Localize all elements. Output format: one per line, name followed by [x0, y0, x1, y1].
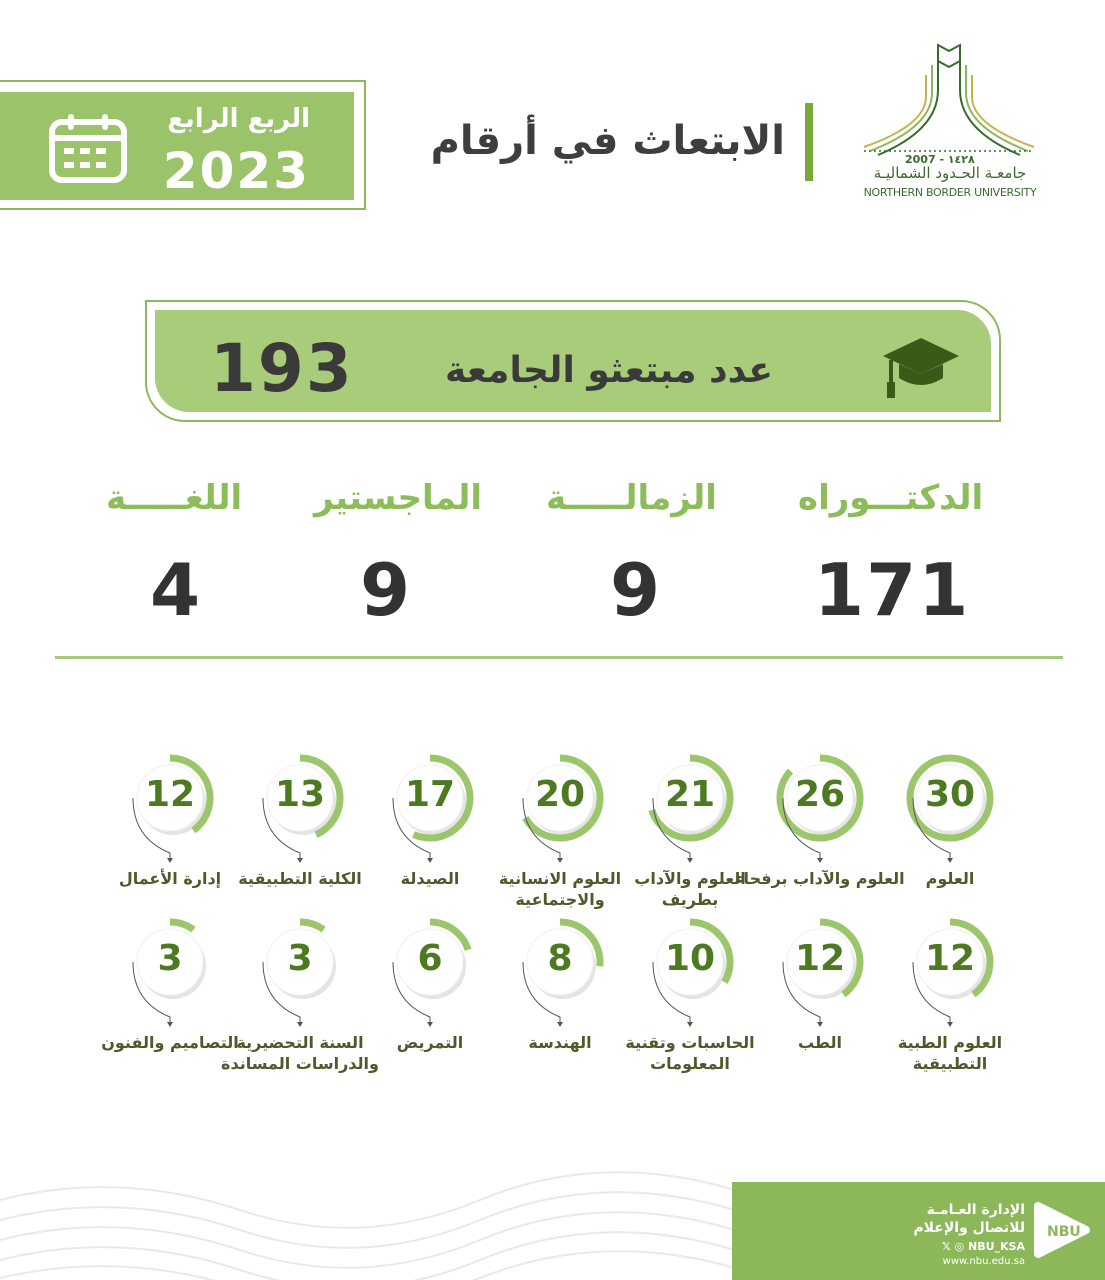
ring-connector-tip — [817, 858, 823, 863]
college-item — [875, 754, 1025, 924]
x-icon: 𝕏 — [941, 1240, 951, 1253]
college-count: 3 — [287, 938, 313, 979]
logo-name-en: NORTHERN BORDER UNIVERSITY — [863, 186, 1037, 199]
footer-box — [732, 1182, 1105, 1280]
ring-connector-tip — [427, 1022, 433, 1027]
degree-phd-value: 171 — [814, 548, 971, 632]
ring-connector-tip — [297, 858, 303, 863]
logo-years: 2007 - ١٤٢٨ — [905, 153, 975, 166]
college-item — [95, 918, 245, 1088]
college-name: العلوم والآداب بطريف — [634, 869, 746, 909]
college-name: الهندسة — [528, 1033, 592, 1052]
college-name: الحاسبات وتقنية المعلومات — [625, 1033, 755, 1073]
college-count: 20 — [534, 774, 586, 815]
logo-name-ar: جامعـة الحـدود الشماليـة — [873, 164, 1027, 182]
college-count: 12 — [794, 938, 846, 979]
calendar-icon — [48, 112, 128, 184]
college-name: الطب — [797, 1033, 842, 1052]
ring-connector-tip — [817, 1022, 823, 1027]
college-item — [95, 754, 245, 924]
degree-fellowship-value: 9 — [610, 548, 663, 632]
date-panel — [0, 92, 354, 200]
college-item — [221, 918, 379, 1088]
ring-connector-tip — [427, 858, 433, 863]
ring-connector-tip — [167, 1022, 173, 1027]
footer-pattern — [0, 1160, 735, 1280]
college-name: العلوم الانسانية والاجتماعية — [498, 869, 622, 909]
footer-dept-line1: الإدارة العـامـة — [926, 1202, 1025, 1218]
footer-social-handle — [942, 1240, 1025, 1253]
college-count: 17 — [404, 774, 456, 815]
college-count: 13 — [274, 774, 326, 815]
ring-connector-tip — [557, 858, 563, 863]
college-name: التصاميم والفنون — [101, 1033, 239, 1052]
ring-connector-tip — [557, 1022, 563, 1027]
degree-language-label: اللغـــــة — [106, 478, 243, 518]
ring-connector-tip — [687, 1022, 693, 1027]
degree-language-value: 4 — [150, 548, 203, 632]
ring-connector-tip — [947, 858, 953, 863]
college-name: التمريض — [396, 1033, 464, 1052]
college-count: 3 — [157, 938, 183, 979]
college-name: إدارة الأعمال — [118, 869, 222, 888]
college-count: 26 — [794, 774, 846, 815]
ring-connector-tip — [167, 858, 173, 863]
college-count: 12 — [144, 774, 196, 815]
ring-connector-tip — [687, 858, 693, 863]
degree-masters-label: الماجستير — [314, 478, 482, 518]
ring-connector-tip — [297, 1022, 303, 1027]
page-title: الابتعاث في أرقام — [430, 118, 785, 164]
footer-website: www.nbu.edu.sa — [942, 1256, 1025, 1267]
quarter-label: الربع الرابع — [167, 104, 310, 134]
year-label: 2023 — [162, 142, 310, 200]
social-handle-text: NBU_KSA — [968, 1240, 1025, 1253]
instagram-icon: ◎ — [954, 1240, 965, 1253]
college-name: السنة التحضيرية والدراسات المساندة — [221, 1033, 379, 1073]
total-panel — [155, 310, 991, 412]
total-label: عدد مبتعثو الجامعة — [445, 350, 773, 391]
college-item — [615, 918, 765, 1088]
degree-fellowship-label: الزمالـــــة — [546, 478, 717, 518]
date-box — [0, 80, 366, 210]
college-item — [225, 754, 375, 924]
college-name: العلوم الطبية التطبيقية — [897, 1033, 1003, 1073]
college-item — [485, 918, 635, 1088]
nbu-brand-text: NBU — [1047, 1224, 1081, 1240]
college-item — [875, 918, 1025, 1088]
total-box — [145, 300, 1001, 422]
divider — [55, 656, 1063, 659]
ring-connector-tip — [947, 1022, 953, 1027]
degree-masters-value: 9 — [360, 548, 413, 632]
college-name: الكلية التطبيقية — [238, 869, 362, 888]
college-count: 8 — [547, 938, 573, 979]
college-name: الصيدلة — [400, 869, 460, 888]
college-count: 21 — [664, 774, 716, 815]
college-item — [355, 754, 505, 924]
college-item — [485, 754, 635, 924]
college-count: 10 — [664, 938, 716, 979]
college-name: العلوم والآداب برفحاء — [735, 869, 905, 888]
total-value: 193 — [210, 330, 354, 407]
college-count: 6 — [417, 938, 443, 979]
graduation-cap-icon — [881, 332, 961, 402]
footer-dept-line2: للاتصال والإعلام — [913, 1220, 1025, 1236]
college-name: العلوم — [925, 869, 975, 888]
title-accent-bar — [805, 103, 813, 181]
college-count: 12 — [924, 938, 976, 979]
degree-phd-label: الدكتـــوراه — [798, 478, 984, 518]
college-count: 30 — [924, 774, 976, 815]
